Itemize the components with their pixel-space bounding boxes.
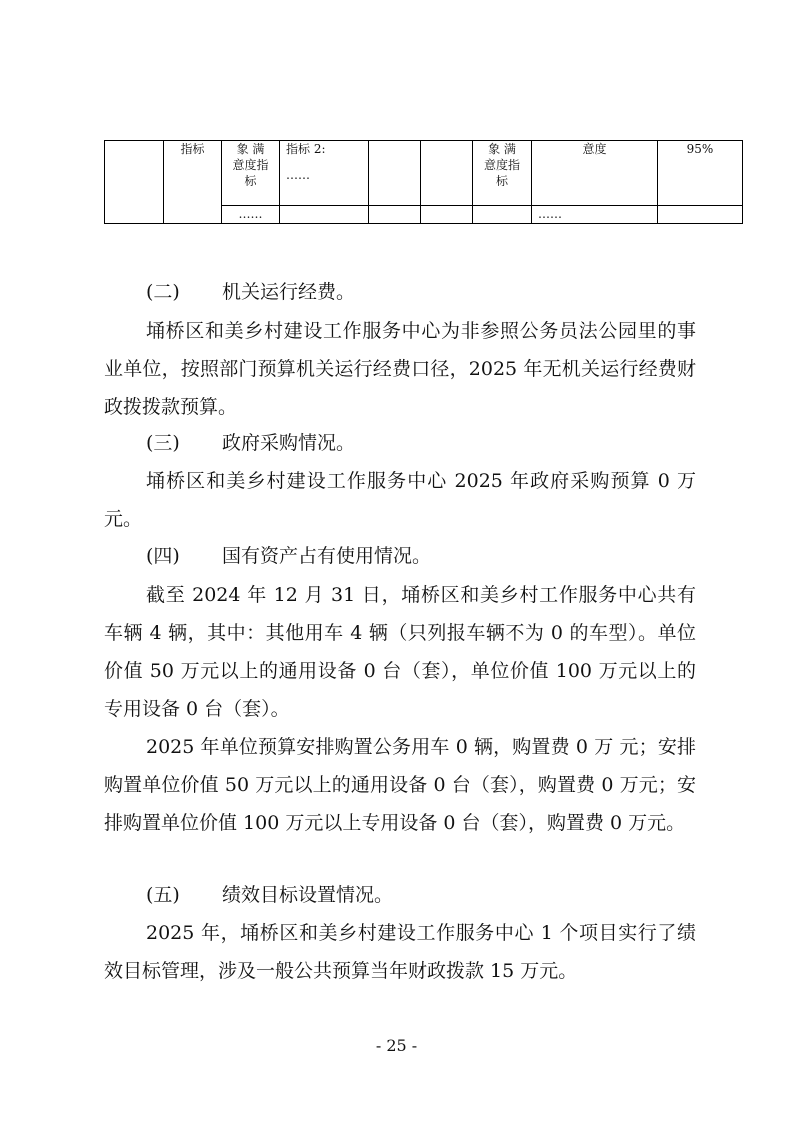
section-body-5: 2025 年，埇桥区和美乡村建设工作服务中心 1 个项目实行了绩效目标管理，涉及一般公共预算当年财政拨款 15 万元。 (104, 922, 696, 982)
table-cell-empty (473, 206, 532, 224)
table-cell-empty (421, 206, 473, 224)
table-cell-degree: 意度 (532, 141, 658, 206)
table-cell-empty (105, 141, 164, 224)
table-cell-ellipsis-2: …… (532, 206, 658, 224)
table-cell-empty (369, 206, 421, 224)
table-cell-indicator2: 指标 2: …… (280, 141, 369, 206)
table-cell-empty (421, 141, 473, 206)
table-cell-satisfaction: 象 满 意度指 标 (222, 141, 280, 206)
table-cell-indicator: 指标 (164, 141, 222, 224)
page-number: - 25 - (375, 1036, 418, 1055)
table-cell-empty (369, 141, 421, 206)
section-heading-4: (四) 国有资产占有使用情况。 (146, 545, 432, 567)
table-cell-empty (280, 206, 369, 224)
table-cell-satisfaction-2: 象 满 意度指 标 (473, 141, 532, 206)
section-body-3: 埇桥区和美乡村建设工作服务中心 2025 年政府采购预算 0 万元。 (104, 470, 696, 530)
section-body-2: 埇桥区和美乡村建设工作服务中心为非参照公务员法公园里的事业单位，按照部门预算机关运行经费口径，2025 年无机关运行经费财政拨拨款预算。 (104, 320, 696, 418)
section-heading-5: (五) 绩效目标设置情况。 (146, 884, 394, 906)
section-body-4a: 截至 2024 年 12 月 31 日，埇桥区和美乡村工作服务中心共有车辆 4 辆，其中：其他用车 4 辆（只列报车辆不为 0 的车型）。单位价值 50 万元以上的通用设备 0 台（套），单位价值 100 万元以上的专用设备 0 台（套）。 (104, 584, 696, 720)
table-cell-ellipsis: …… (222, 206, 280, 224)
section-heading-2: (二) 机关运行经费。 (146, 281, 356, 303)
section-body-4b: 2025 年单位预算安排购置公务用车 0 辆，购置费 0 万 元；安排购置单位价值 50 万元以上的通用设备 0 台（套），购置费 0 万元；安排购置单位价值 100 万元以上专用设备 0 台（套），购置费 0 万元。 (104, 736, 696, 834)
performance-table (104, 140, 743, 224)
table-cell-empty (658, 206, 743, 224)
section-heading-3: (三) 政府采购情况。 (146, 432, 356, 454)
table-cell-percent: 95% (658, 141, 743, 206)
